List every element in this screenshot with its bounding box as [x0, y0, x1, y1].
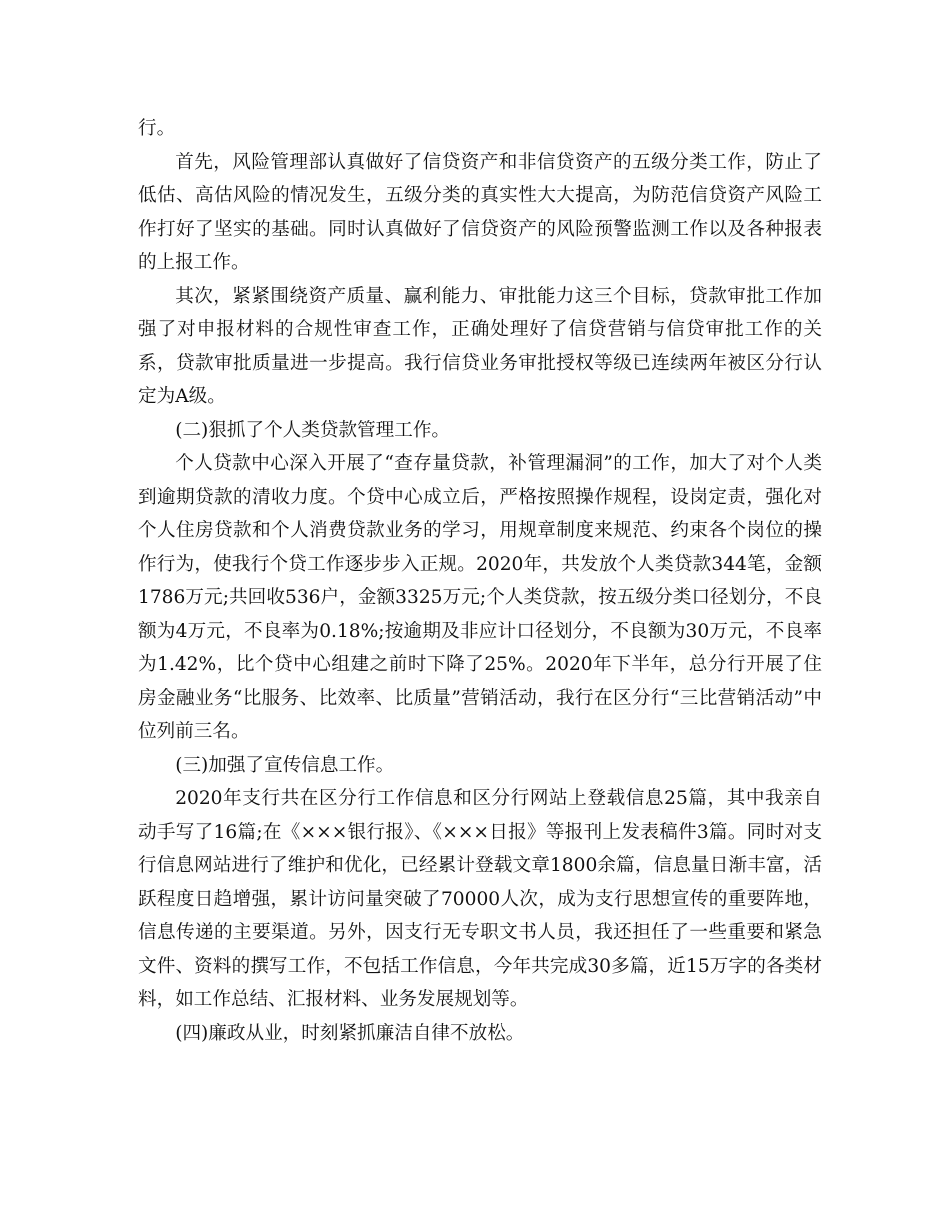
paragraph-risk-classification: 首先，风险管理部认真做好了信贷资产和非信贷资产的五级分类工作，防止了低估、高估风险的情况发生，五级分类的真实性大大提高，为防范信贷资产风险工作打好了坚实的基础。同时认真做好了信贷资产的风险预警监测工作以及各种报表的上报工作。 — [138, 151, 822, 273]
paragraph-continuation: 行。 — [138, 118, 176, 139]
section-heading-publicity: (三)加强了宣传信息工作。 — [175, 754, 395, 776]
paragraph-publicity: 2020年支行共在区分行工作信息和区分行网站上登载信息25篇，其中我亲自动手写了16篇;在《×××银行报》、《×××日报》等报刊上发表稿件3篇。同时对支行信息网站进行了维护和优化，已经累计登载文章1800余篇，信息量日渐丰富，活跃程度日趋增强，累计访问量突破了70000人次，成为支行思想宣传的重要阵地，信息传递的主要渠道。另外，因支行无专职文书人员，我还担任了一些重要和紧急文件、资料的撰写工作，不包括工作信息，今年共完成30多篇，近15万字的各类材料，如工作总结、汇报材料、业务发展规划等。 — [138, 788, 822, 1010]
document-body — [138, 112, 822, 1050]
section-heading-integrity: (四)廉政从业，时刻紧抓廉洁自律不放松。 — [175, 1022, 525, 1044]
paragraph-loan-approval: 其次，紧紧围绕资产质量、赢利能力、审批能力这三个目标，贷款审批工作加强了对申报材料的合规性审查工作，正确处理好了信贷营销与信贷审批工作的关系，贷款审批质量进一步提高。我行信贷业务审批授权等级已连续两年被区分行认定为A级。 — [138, 285, 822, 407]
paragraph-personal-loans: 个人贷款中心深入开展了“查存量贷款，补管理漏洞”的工作，加大了对个人类到逾期贷款的清收力度。个贷中心成立后，严格按照操作规程，设岗定责，强化对个人住房贷款和个人消费贷款业务的学习，用规章制度来规范、约束各个岗位的操作行为，使我行个贷工作逐步步入正规。2020年，共发放个人类贷款344笔，金额1786万元;共回收536户，金额3325万元;个人类贷款，按五级分类口径划分，不良额为4万元，不良率为0.18%;按逾期及非应计口径划分，不良额为30万元，不良率为1.42%，比个贷中心组建之前时下降了25%。2020年下半年，总分行开展了住房金融业务“比服务、比效率、比质量”营销活动，我行在区分行“三比营销活动”中位列前三名。 — [138, 453, 822, 742]
section-heading-personal-loans: (二)狠抓了个人类贷款管理工作。 — [175, 419, 451, 441]
